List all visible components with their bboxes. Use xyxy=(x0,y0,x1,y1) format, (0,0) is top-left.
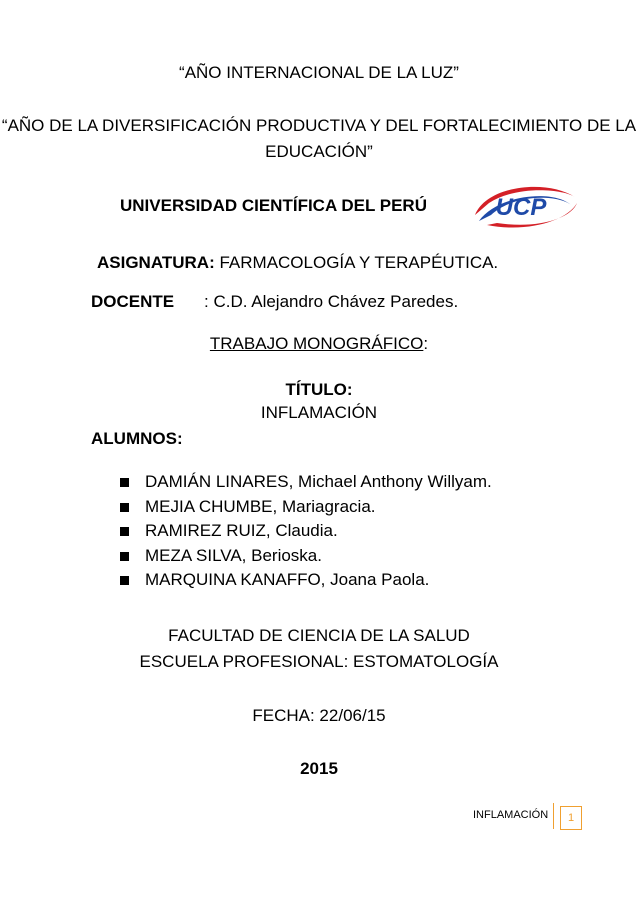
students-list xyxy=(120,470,492,593)
course-line xyxy=(97,253,498,273)
ucp-logo-text: UCP xyxy=(495,194,547,221)
bullet-icon xyxy=(120,478,129,487)
course-value: FARMACOLOGÍA Y TERAPÉUTICA. xyxy=(219,253,499,272)
title-value: INFLAMACIÓN xyxy=(260,403,378,422)
student-name: DAMIÁN LINARES, Michael Anthony Willyam. xyxy=(145,472,492,491)
course-label: ASIGNATURA: xyxy=(97,253,215,272)
bullet-icon xyxy=(120,576,129,585)
footer-divider xyxy=(553,803,554,829)
year-motto-2: “AÑO DE LA DIVERSIFICACIÓN PRODUCTIVA Y DEL FORTALECIMIENTO DE LA EDUCACIÓN” xyxy=(1,116,637,161)
work-type-suffix: : xyxy=(423,334,429,353)
list-item xyxy=(120,519,492,544)
list-item xyxy=(120,470,492,495)
university-name: UNIVERSIDAD CIENTÍFICA DEL PERÚ xyxy=(120,196,427,215)
date: FECHA: 22/06/15 xyxy=(252,706,386,725)
footer-label: INFLAMACIÓN xyxy=(473,809,549,821)
year: 2015 xyxy=(300,759,338,778)
student-name: MARQUINA KANAFFO, Joana Paola. xyxy=(145,570,430,590)
student-name: MEJIA CHUMBE, Mariagracia. xyxy=(145,496,376,516)
bullet-icon xyxy=(120,527,129,536)
bullet-icon xyxy=(120,503,129,512)
bullet-icon xyxy=(120,552,129,561)
student-name: MEZA SILVA, Berioska. xyxy=(145,545,322,565)
students-label: ALUMNOS: xyxy=(91,429,183,448)
faculty: FACULTAD DE CIENCIA DE LA SALUD xyxy=(168,626,470,645)
school: ESCUELA PROFESIONAL: ESTOMATOLOGÍA xyxy=(139,652,499,671)
work-type xyxy=(0,334,638,354)
title-label: TÍTULO: xyxy=(285,380,353,399)
ucp-logo xyxy=(467,181,581,231)
list-item xyxy=(120,544,492,569)
teacher-label: DOCENTE xyxy=(91,292,175,311)
work-type-label: TRABAJO MONOGRÁFICO xyxy=(209,334,424,353)
teacher-value: : C.D. Alejandro Chávez Paredes. xyxy=(204,292,459,311)
page-number: 1 xyxy=(560,806,582,830)
list-item xyxy=(120,568,492,593)
year-motto-1: “AÑO INTERNACIONAL DE LA LUZ” xyxy=(179,63,459,82)
list-item xyxy=(120,495,492,520)
student-name: RAMIREZ RUIZ, Claudia. xyxy=(145,521,338,541)
